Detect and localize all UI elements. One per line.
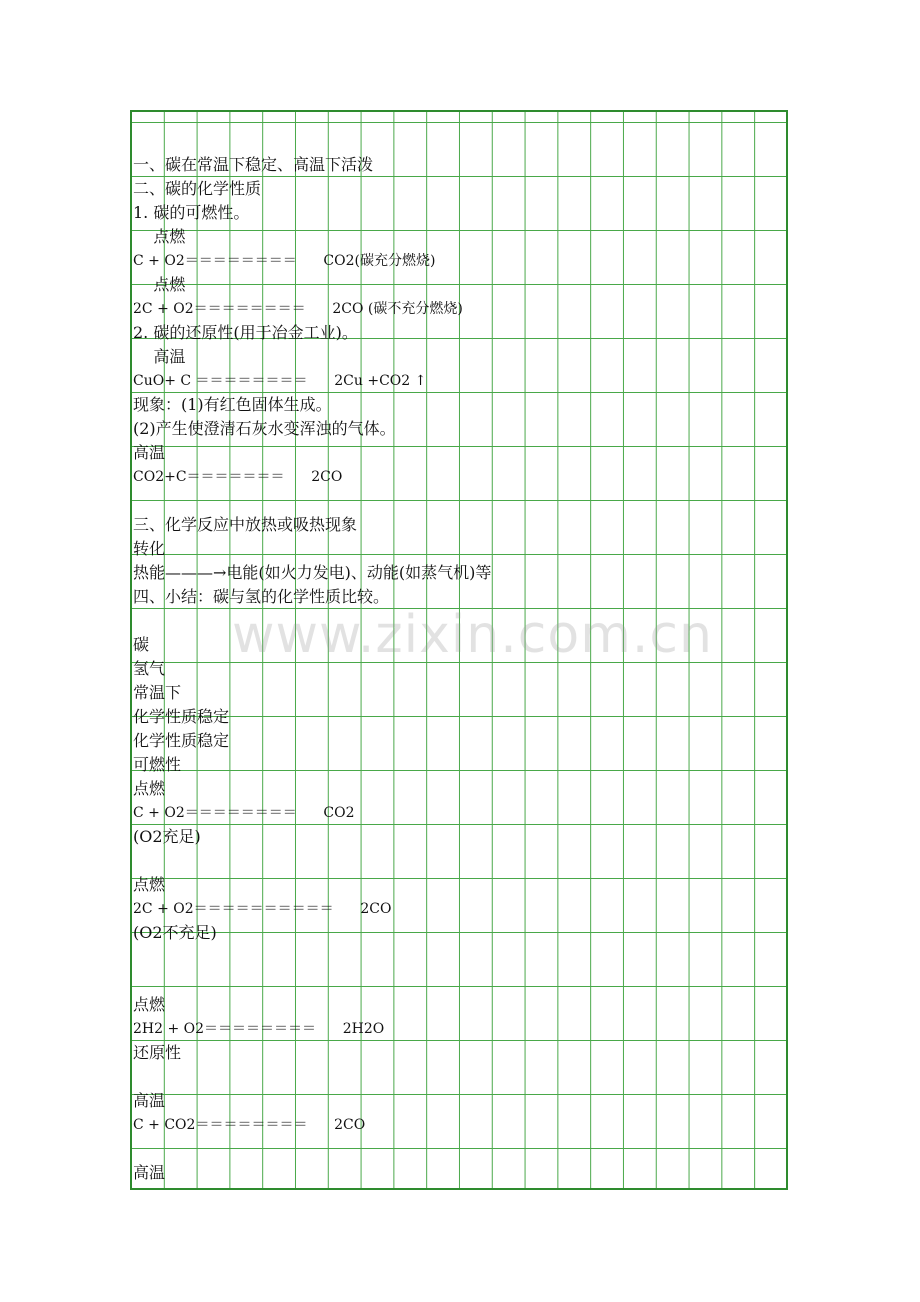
section-title-3: 三、化学反应中放热或吸热现象 bbox=[133, 515, 358, 534]
section-title-4: 四、小结：碳与氢的化学性质比较。 bbox=[133, 587, 390, 606]
equation-hydrogen-combustion: 2H2 + O2＝＝＝＝＝＝＝＝ 2H2O bbox=[133, 1021, 385, 1037]
condition-ignite-3: 点燃 bbox=[133, 779, 166, 798]
energy-conversion-line: 热能———→电能(如火力发电)、动能(如蒸气机)等 bbox=[133, 563, 492, 582]
condition-ignite-2: 点燃 bbox=[133, 275, 186, 294]
condition-high-temp-2: 高温 bbox=[133, 443, 166, 462]
section-title-1: 一、碳在常温下稳定、高温下活泼 bbox=[133, 155, 374, 174]
equation-summary-co2: C + O2＝＝＝＝＝＝＝＝ CO2 bbox=[133, 805, 355, 821]
cell-carbon-stable: 化学性质稳定 bbox=[133, 707, 230, 726]
note-o2-sufficient: (O2充足) bbox=[133, 827, 201, 846]
section-title-2: 二、碳的化学性质 bbox=[133, 179, 262, 198]
equation-co2-reduction: CO2+C＝＝＝＝＝＝＝ 2CO bbox=[133, 469, 343, 485]
condition-ignite-1: 点燃 bbox=[133, 227, 186, 246]
subsection-combustibility: 1. 碳的可燃性。 bbox=[133, 203, 250, 222]
equation-incomplete-combustion: 2C + O2＝＝＝＝＝＝＝＝ 2CO (碳不充分燃烧) bbox=[133, 301, 463, 317]
subsection-reducibility: 2. 碳的还原性(用于冶金工业)。 bbox=[133, 323, 358, 342]
table-header-carbon: 碳 bbox=[133, 635, 150, 654]
row-label-room-temp: 常温下 bbox=[133, 683, 182, 702]
row-label-combustibility: 可燃性 bbox=[133, 755, 182, 774]
label-conversion: 转化 bbox=[133, 539, 166, 558]
row-label-reducibility: 还原性 bbox=[133, 1043, 182, 1062]
cell-hydrogen-stable: 化学性质稳定 bbox=[133, 731, 230, 750]
equation-complete-combustion: C + O2＝＝＝＝＝＝＝＝ CO2(碳充分燃烧) bbox=[133, 253, 436, 269]
equation-cuo-reduction: CuO+ C ＝＝＝＝＝＝＝＝ 2Cu +CO2 ↑ bbox=[133, 373, 427, 389]
grid-paper-sheet bbox=[130, 110, 788, 1190]
note-o2-insufficient: (O2不充足) bbox=[133, 923, 217, 942]
condition-ignite-4: 点燃 bbox=[133, 875, 166, 894]
phenomenon-2: (2)产生使澄清石灰水变浑浊的气体。 bbox=[133, 419, 396, 438]
condition-high-temp-4: 高温 bbox=[133, 1163, 166, 1182]
table-header-hydrogen: 氢气 bbox=[133, 659, 166, 678]
condition-high-temp-3: 高温 bbox=[133, 1091, 166, 1110]
equation-summary-reduction: C + CO2＝＝＝＝＝＝＝＝ 2CO bbox=[133, 1117, 366, 1133]
watermark: www.zixin.com.cn bbox=[232, 605, 713, 665]
phenomenon-1: 现象：(1)有红色固体生成。 bbox=[133, 395, 332, 414]
condition-ignite-5: 点燃 bbox=[133, 995, 166, 1014]
equation-summary-co: 2C + O2＝＝＝＝＝＝＝＝＝＝ 2CO bbox=[133, 901, 392, 917]
condition-high-temp-1: 高温 bbox=[133, 347, 186, 366]
